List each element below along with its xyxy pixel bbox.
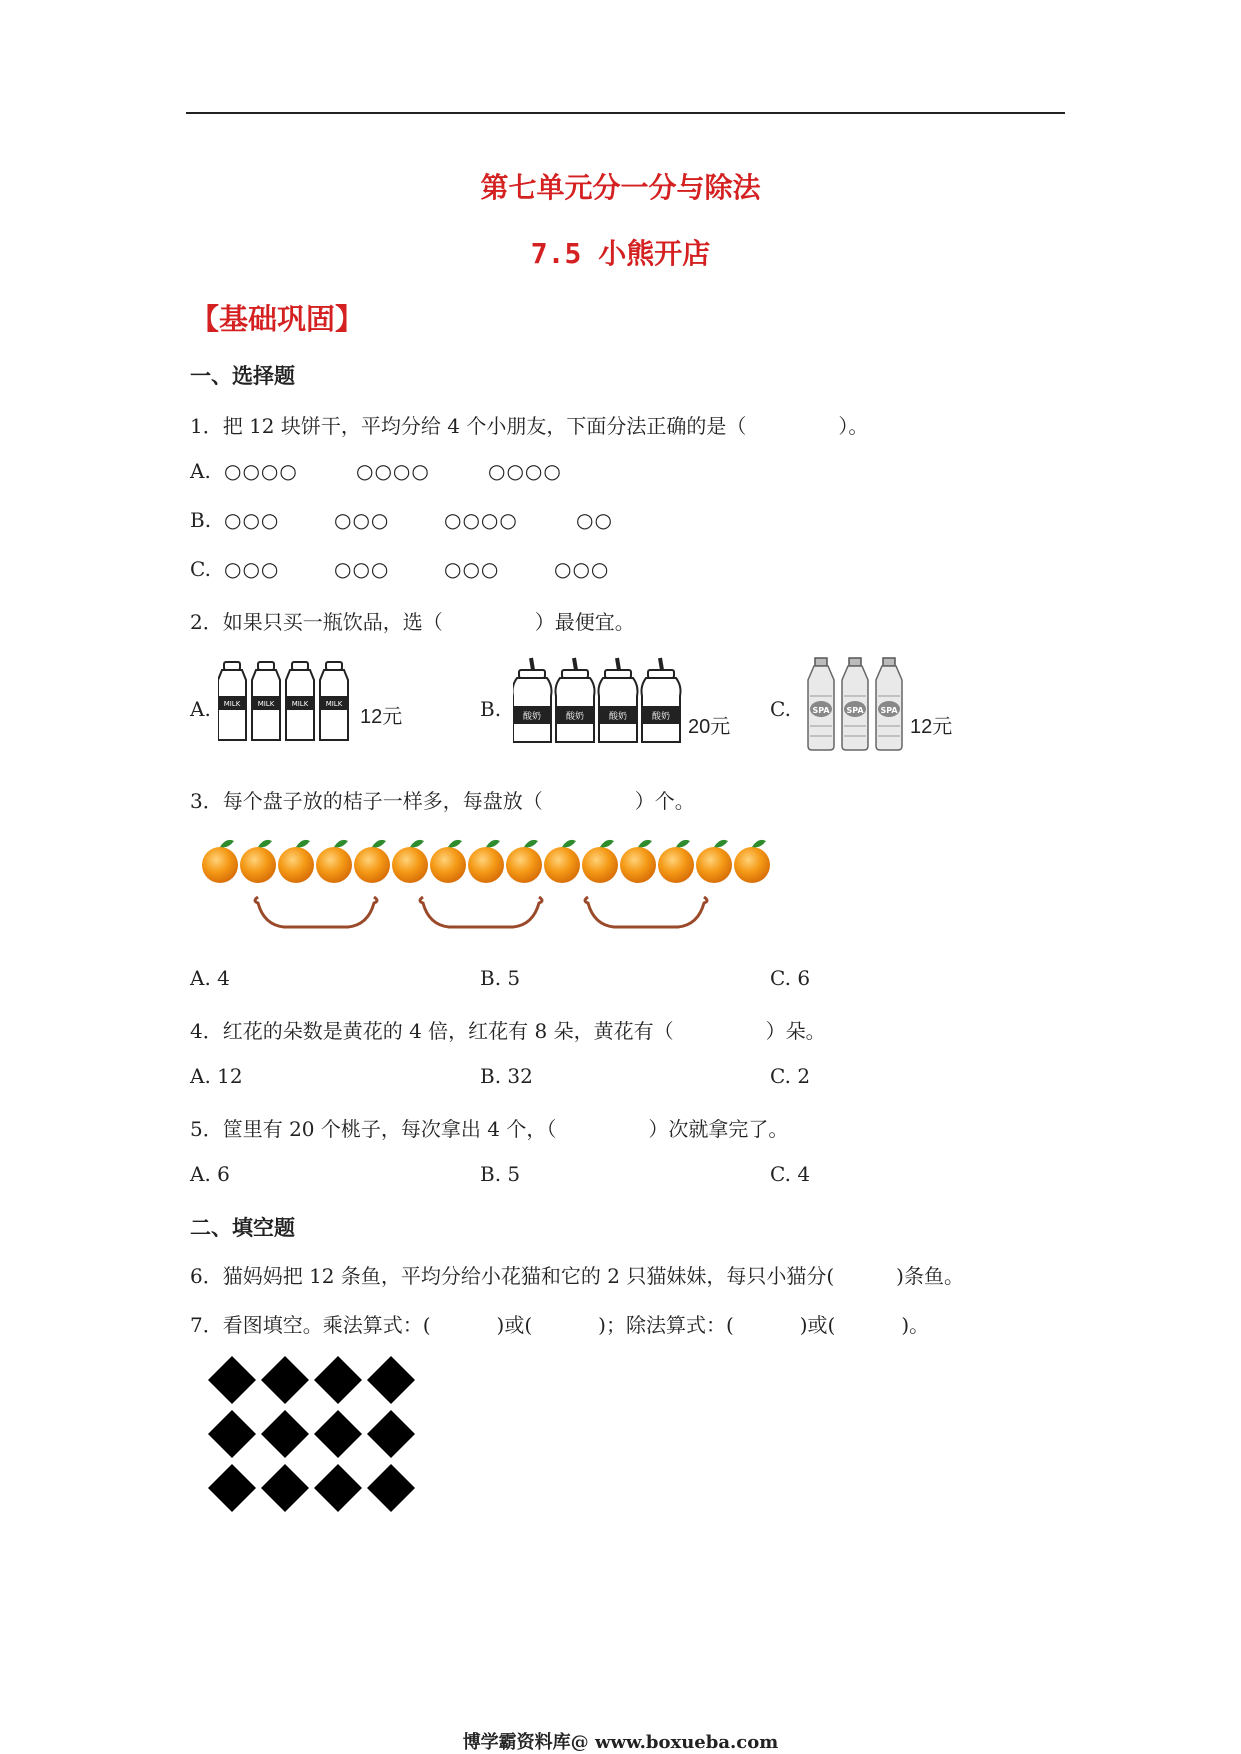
option-value: 5 xyxy=(507,1162,521,1186)
q7-text: 7．看图填空。乘法算式：( xyxy=(190,1313,431,1337)
question-3 xyxy=(190,785,695,814)
diamond xyxy=(314,1410,362,1458)
orange xyxy=(316,840,352,883)
q5-option-a xyxy=(190,1162,230,1186)
question-1 xyxy=(190,410,868,439)
option-label: B. xyxy=(190,508,212,532)
orange xyxy=(430,840,466,883)
q1-option-b xyxy=(190,508,613,532)
q1-option-a xyxy=(190,459,562,483)
question-4 xyxy=(190,1015,826,1044)
q5-suffix: ）次就拿完了。 xyxy=(648,1117,789,1141)
milk-label: MILK xyxy=(223,700,241,708)
question-5 xyxy=(190,1113,788,1142)
orange xyxy=(734,840,770,883)
q3-suffix: ）个。 xyxy=(634,789,695,813)
price-a: 12元 xyxy=(360,706,403,728)
option-label: A. xyxy=(190,1064,211,1088)
circle-group: ○○○○ xyxy=(356,459,430,483)
diamond xyxy=(314,1464,362,1512)
q2-option-c-label: C. xyxy=(770,697,791,721)
q1-prefix: 1．把 12 块饼干，平均分给 4 个小朋友，下面分法正确的是（ xyxy=(190,414,747,438)
q3-option-b xyxy=(480,966,520,990)
unit-title: 第七单元分一分与除法 xyxy=(480,171,761,204)
plate xyxy=(585,897,707,927)
orange xyxy=(582,840,618,883)
q6-suffix: )条鱼。 xyxy=(896,1264,964,1288)
q3-option-c xyxy=(770,966,810,990)
option-value: 5 xyxy=(507,966,521,990)
diamond xyxy=(208,1464,256,1512)
circle-group: ○○○○ xyxy=(444,508,518,532)
header-rule xyxy=(186,112,1065,114)
q5-prefix: 5．筐里有 20 个桃子，每次拿出 4 个，（ xyxy=(190,1117,557,1141)
option-value: 6 xyxy=(797,966,811,990)
diamond xyxy=(367,1356,415,1404)
option-label: C. xyxy=(770,1162,791,1186)
question-6 xyxy=(190,1260,964,1289)
diamond xyxy=(314,1356,362,1404)
q2-option-a-label: A. xyxy=(190,697,211,721)
option-value: 6 xyxy=(217,1162,230,1186)
orange xyxy=(354,840,390,883)
lesson-title: 7.5 小熊开店 xyxy=(530,237,711,270)
orange xyxy=(506,840,542,883)
q4-prefix: 4．红花的朵数是黄花的 4 倍，红花有 8 朵，黄花有（ xyxy=(190,1019,674,1043)
diamond xyxy=(367,1410,415,1458)
orange xyxy=(544,840,580,883)
milk-bottles-image xyxy=(218,660,358,746)
diamond xyxy=(261,1464,309,1512)
q4-option-b xyxy=(480,1064,533,1088)
q5-option-c xyxy=(770,1162,810,1186)
diamond xyxy=(208,1356,256,1404)
circle-group: ○○○ xyxy=(224,508,280,532)
q2-option-b-label: B. xyxy=(480,697,502,721)
diamond xyxy=(208,1410,256,1458)
q7-text: )或( xyxy=(496,1313,533,1337)
orange xyxy=(278,840,314,883)
orange xyxy=(658,840,694,883)
q2-prefix: 2．如果只买一瓶饮品，选（ xyxy=(190,610,443,634)
section-tag: 【基础巩固】 xyxy=(190,302,365,336)
q7-text: )。 xyxy=(901,1313,930,1337)
footer-watermark: 博学霸资料库@ www.boxueba.com xyxy=(462,1732,779,1753)
q1-option-c xyxy=(190,557,610,581)
circle-group: ○○○ xyxy=(334,508,390,532)
q6-prefix: 6．猫妈妈把 12 条鱼，平均分给小花猫和它的 2 只猫妹妹，每只小猫分( xyxy=(190,1264,835,1288)
part1-heading: 一、选择题 xyxy=(190,363,295,388)
option-label: C. xyxy=(770,966,791,990)
orange xyxy=(240,840,276,883)
diamond-grid-image xyxy=(206,1354,426,1524)
orange xyxy=(696,840,732,883)
q5-option-b xyxy=(480,1162,520,1186)
diamond xyxy=(261,1410,309,1458)
orange xyxy=(620,840,656,883)
price-c: 12元 xyxy=(910,716,953,738)
yogurt-jars-image xyxy=(513,656,685,750)
option-label: A. xyxy=(190,459,211,483)
circle-group: ○○ xyxy=(576,508,613,532)
option-label: A. xyxy=(190,966,211,990)
option-value: 12 xyxy=(217,1064,243,1088)
plate xyxy=(420,897,542,927)
circle-group: ○○○ xyxy=(444,557,500,581)
option-label: C. xyxy=(770,1064,791,1088)
q7-text: )或( xyxy=(799,1313,836,1337)
spa-label: SPA xyxy=(812,706,830,715)
plate xyxy=(255,897,377,927)
orange xyxy=(202,840,238,883)
orange xyxy=(468,840,504,883)
q4-suffix: ）朵。 xyxy=(765,1019,826,1043)
option-label: B. xyxy=(480,1064,502,1088)
q7-text: )；除法算式：( xyxy=(598,1313,734,1337)
question-2 xyxy=(190,606,635,635)
q3-option-a xyxy=(190,966,230,990)
water-bottles-image xyxy=(806,656,908,752)
option-label: C. xyxy=(190,557,211,581)
circle-group: ○○○ xyxy=(554,557,610,581)
diamond xyxy=(367,1464,415,1512)
question-7 xyxy=(190,1309,929,1338)
option-value: 2 xyxy=(797,1064,811,1088)
q4-option-c xyxy=(770,1064,810,1088)
q2-suffix: ）最便宜。 xyxy=(534,610,635,634)
price-b: 20元 xyxy=(688,716,731,738)
q3-prefix: 3．每个盘子放的桔子一样多，每盘放（ xyxy=(190,789,543,813)
option-value: 4 xyxy=(217,966,230,990)
orange xyxy=(392,840,428,883)
option-label: A. xyxy=(190,1162,211,1186)
option-value: 4 xyxy=(797,1162,811,1186)
option-label: B. xyxy=(480,966,502,990)
circle-group: ○○○ xyxy=(334,557,390,581)
option-label: B. xyxy=(480,1162,502,1186)
circle-group: ○○○ xyxy=(224,557,280,581)
circle-group: ○○○○ xyxy=(488,459,562,483)
q1-suffix: ）。 xyxy=(838,414,869,438)
oranges-and-plates-image xyxy=(200,835,780,935)
diamond xyxy=(261,1356,309,1404)
q4-option-a xyxy=(190,1064,243,1088)
jar-label: 酸奶 xyxy=(522,712,542,722)
part2-heading: 二、填空题 xyxy=(190,1215,295,1240)
option-value: 32 xyxy=(507,1064,533,1088)
circle-group: ○○○○ xyxy=(224,459,298,483)
